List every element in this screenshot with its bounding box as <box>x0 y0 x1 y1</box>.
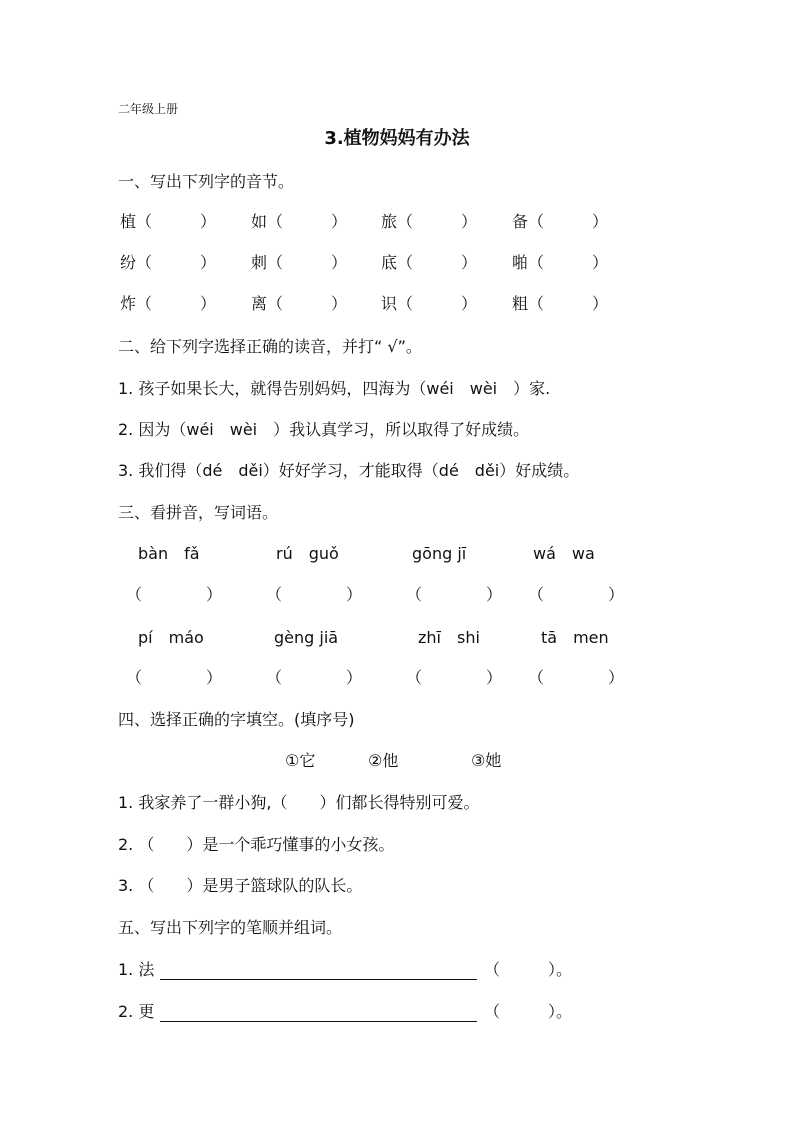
section-5-heading: 五、写出下列字的笔顺并组词。 <box>118 918 343 937</box>
option-label: ③她 <box>471 751 502 770</box>
answer-blank: （ ） <box>528 668 625 687</box>
stroke-order-label: 1. 法 <box>118 960 155 979</box>
pinyin-word: rú guǒ <box>276 544 339 563</box>
char-blank: 植（ ） <box>120 212 217 231</box>
word-blank: （ ）。 <box>484 960 573 979</box>
char-blank: 啪（ ） <box>512 253 609 272</box>
answer-blank: （ ） <box>126 585 223 604</box>
answer-blank: （ ） <box>528 585 625 604</box>
char-blank: 离（ ） <box>251 294 348 313</box>
answer-blank: （ ） <box>266 668 363 687</box>
section-3-heading: 三、看拼音，写词语。 <box>118 503 279 522</box>
pinyin-word: tā men <box>541 628 609 647</box>
answer-blank: （ ） <box>266 585 363 604</box>
char-blank: 旅（ ） <box>381 212 478 231</box>
char-blank: 纷（ ） <box>120 253 217 272</box>
section-1-heading: 一、写出下列字的音节。 <box>118 172 295 191</box>
stroke-order-label: 2. 更 <box>118 1002 155 1021</box>
section-2-heading: 二、给下列字选择正确的读音，并打“ √”。 <box>118 337 422 356</box>
option-label: ②他 <box>368 751 399 770</box>
pinyin-word: gōng jī <box>412 544 467 563</box>
question-item: 2. （ ）是一个乖巧懂事的小女孩。 <box>118 835 395 854</box>
pinyin-word: bàn fǎ <box>138 544 200 563</box>
question-item: 1. 我家养了一群小狗,（ ）们都长得特别可爱。 <box>118 793 480 812</box>
question-item: 2. 因为（wéi wèi ）我认真学习，所以取得了好成绩。 <box>118 420 530 439</box>
pinyin-word: gèng jiā <box>274 628 339 647</box>
section-4-heading: 四、选择正确的字填空。(填序号) <box>118 710 355 729</box>
word-blank: （ ）。 <box>484 1002 573 1021</box>
page-title: 3.植物妈妈有办法 <box>324 128 470 149</box>
question-item: 3. （ ）是男子篮球队的队长。 <box>118 876 363 895</box>
char-blank: 备（ ） <box>512 212 609 231</box>
char-blank: 如（ ） <box>251 212 348 231</box>
char-blank: 底（ ） <box>381 253 478 272</box>
option-label: ①它 <box>285 751 316 770</box>
grade-label: 二年级上册 <box>118 102 179 116</box>
char-blank: 粗（ ） <box>512 294 609 313</box>
char-blank: 刺（ ） <box>251 253 348 272</box>
writing-line <box>160 979 477 980</box>
char-blank: 炸（ ） <box>120 294 217 313</box>
answer-blank: （ ） <box>406 585 503 604</box>
char-blank: 识（ ） <box>381 294 478 313</box>
pinyin-word: pí máo <box>138 628 204 647</box>
pinyin-word: wá wa <box>533 544 595 563</box>
answer-blank: （ ） <box>126 668 223 687</box>
question-item: 1. 孩子如果长大，就得告别妈妈，四海为（wéi wèi ）家. <box>118 379 551 398</box>
question-item: 3. 我们得（dé děi）好好学习，才能取得（dé děi）好成绩。 <box>118 461 580 480</box>
writing-line <box>160 1021 477 1022</box>
pinyin-word: zhī shi <box>418 628 480 647</box>
answer-blank: （ ） <box>406 668 503 687</box>
